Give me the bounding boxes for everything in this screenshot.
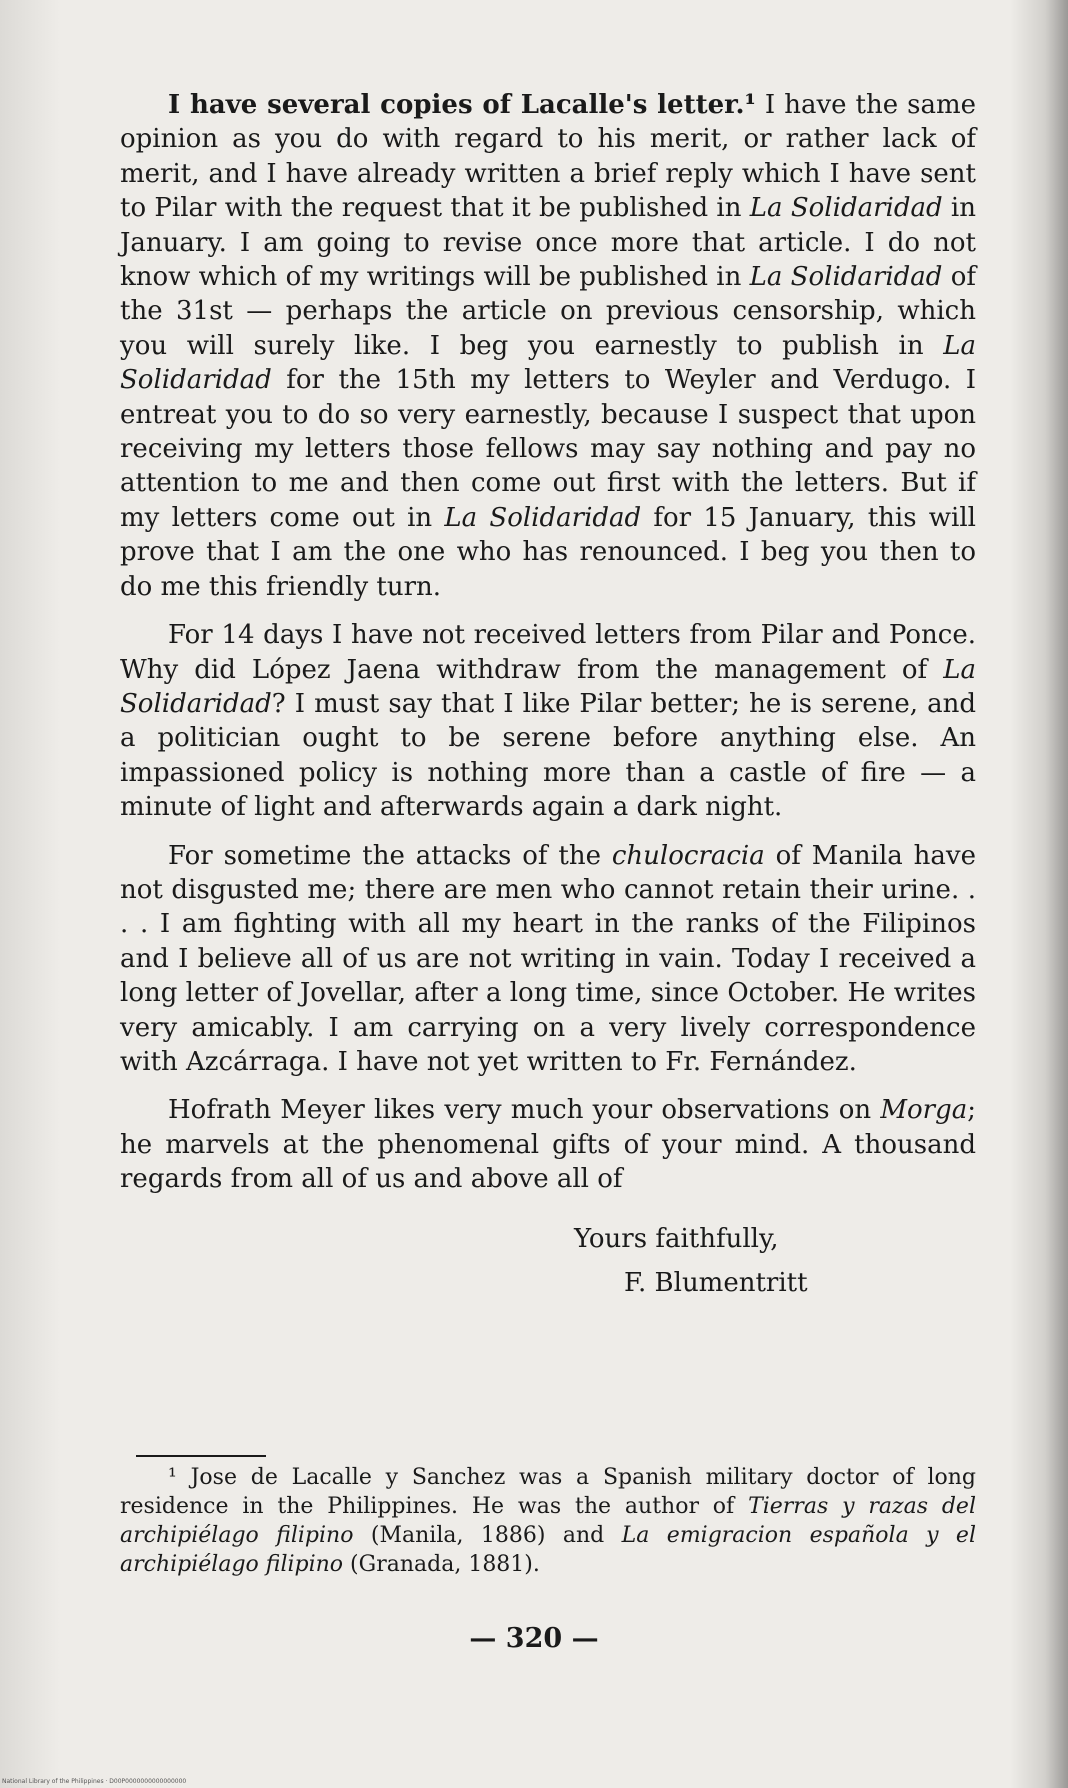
text-run: I have the same opinion as you do with regard to his merit, or rather lack of merit, and I have already written a brief reply which I have sent to Pilar with the request that it be published in — [120, 90, 976, 224]
footnote-run: La emigracion española y el archipiélago filipino — [120, 1523, 976, 1577]
letter-paragraph — [120, 88, 976, 604]
letter-paragraph — [120, 1093, 976, 1196]
text-run: for 15 January, this will prove that I am the one who has renounced. I beg you then to do me this friendly turn. — [120, 502, 976, 602]
text-run: ¹ — [744, 90, 756, 120]
text-run: chulocracia — [611, 840, 765, 871]
text-run: La Solidaridad — [749, 193, 943, 224]
text-run: ; he marvels at the phenomenal gifts of your mind. A thousand regards from all of us and above all of — [120, 1095, 976, 1195]
letter-body — [120, 88, 976, 1211]
text-run: La Solidaridad — [120, 654, 976, 719]
footnote-run: Tierras y razas del archipiélago filipino — [120, 1494, 976, 1548]
footnote-run: ¹ Jose de Lacalle y Sanchez was a Spanish military doctor of long residence in the Philippines. He was the author of — [120, 1465, 976, 1519]
text-run: of Manila have not disgusted me; there are men who cannot retain their urine. . . . I am fighting with all my heart in the ranks of the Filipinos and I believe all of us are not writing in vain. Today I received a long letter of Jovellar, after a long time, since October. He writes very amicably. I am carrying on a very lively correspondence with Azcárraga. I have not yet written to Fr. Fernández. — [120, 840, 976, 1077]
text-run: in January. I am going to revise once more that article. I do not know which of my writings will be published in — [120, 193, 976, 293]
footnote-divider — [136, 1455, 266, 1457]
text-run: of the 31st — perhaps the article on previous censorship, which you will surely like. I beg you earnestly to publish in — [120, 262, 976, 361]
text-run: For sometime the attacks of the — [168, 840, 612, 871]
text-run: ? I must say that I like Pilar better; he is serene, and a politician ought to be serene before anything else. An impassioned policy is nothing more than a castle of fire — a minute of light and afterwards again a dark night. — [120, 688, 976, 823]
letter-paragraph — [120, 618, 976, 824]
closing-salutation: Yours faithfully, — [574, 1224, 779, 1254]
footnote-run: (Granada, 1881). — [343, 1552, 540, 1577]
signature: F. Blumentritt — [624, 1268, 808, 1298]
page-number: — 320 — — [469, 1623, 599, 1654]
footnote-run: (Manila, 1886) and — [353, 1523, 622, 1548]
text-run: Hofrath Meyer likes very much your observations on — [168, 1095, 881, 1126]
text-run: Morga — [880, 1095, 968, 1126]
text-run: For 14 days I have not received letters from Pilar and Ponce. Why did López Jaena withdraw from the management of — [120, 620, 976, 685]
archive-stamp: National Library of the Philippines · D00P0000000000000000 — [2, 1778, 187, 1785]
letter-paragraph — [120, 839, 976, 1080]
text-run: I have several copies of Lacalle's letter. — [168, 90, 745, 120]
text-run: for the 15th my letters to Weyler and Verdugo. I entreat you to do so very earnestly, because I suspect that upon receiving my letters those fellows may say nothing and pay no attention to me and then come out first with the letters. But if my letters come out in — [120, 365, 976, 533]
footnote — [120, 1463, 976, 1579]
text-run: La Solidaridad — [120, 330, 976, 396]
text-run: La Solidaridad — [444, 502, 642, 533]
text-run: La Solidaridad — [749, 262, 943, 293]
